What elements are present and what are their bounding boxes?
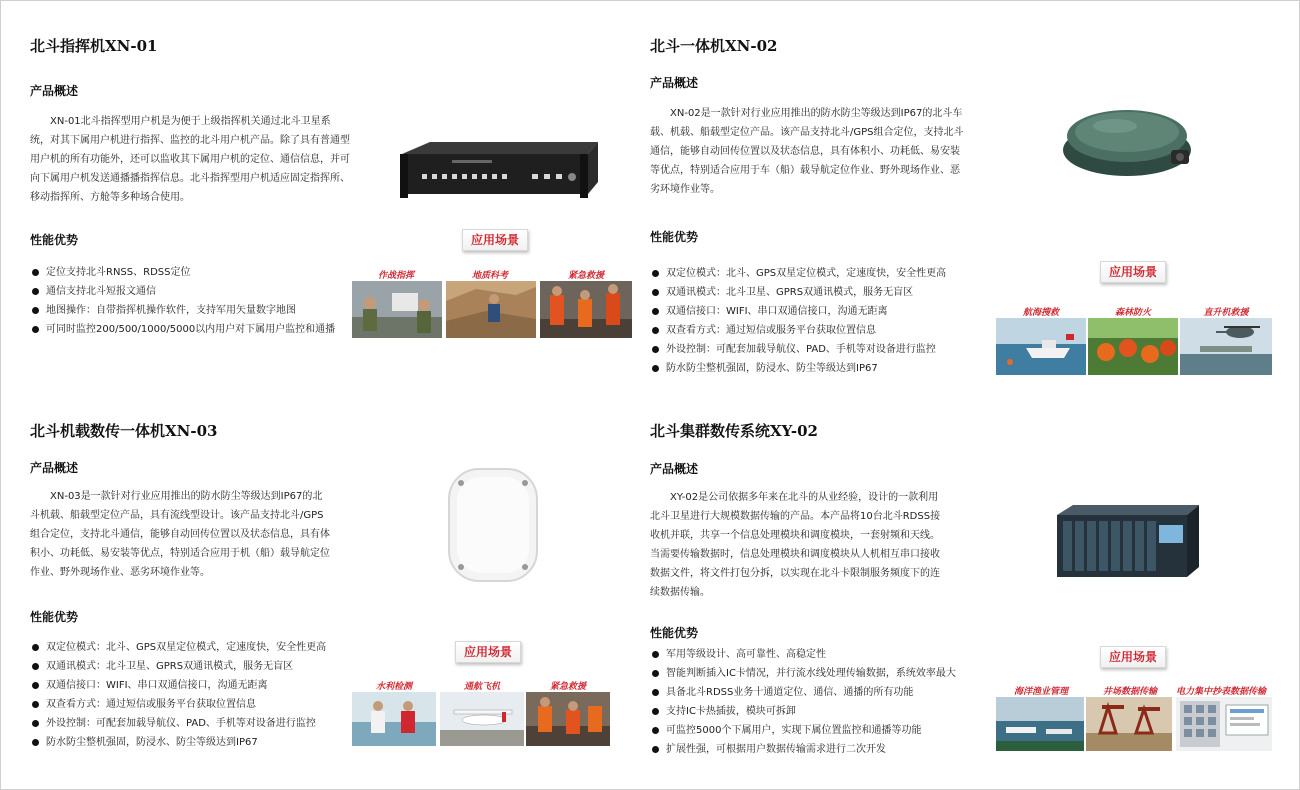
scene-photo-water-monitoring bbox=[352, 692, 436, 746]
scene-photo-forest-fire bbox=[1088, 318, 1178, 375]
feature-item: 防水防尘整机强固，防浸水、防尘等级达到IP67 bbox=[30, 733, 326, 752]
overview-heading: 产品概述 bbox=[30, 461, 79, 475]
product-title: 北斗指挥机XN-01 bbox=[30, 37, 158, 55]
scene-label: 作战指挥 bbox=[377, 271, 414, 281]
features-heading: 性能优势 bbox=[650, 230, 699, 244]
product-description: XY-02是公司依据多年来在北斗的从业经验，设计的一款利用北斗卫星进行大规模数据传输的产品。本产品将10台北斗RDSS接收机并联，共享一个信息处理模块和调度模块，一套射频和天线。当需要传输数据时，信息处理模块和调度模块从人机相互串口接收数据文件，将文件打包分拆，以实现在北斗卡限制服务频度下的连续数据传输。 bbox=[650, 492, 941, 598]
feature-item: 支持IC卡热插拔，模块可拆卸 bbox=[650, 702, 956, 721]
feature-item: 可监控5000个下属用户，实现下属位置监控和通播等功能 bbox=[650, 721, 956, 740]
scene-photo-emergency-rescue bbox=[526, 692, 610, 746]
scene-label: 直升机救援 bbox=[1203, 308, 1249, 318]
scene-label: 电力集中抄表数据传输 bbox=[1175, 687, 1266, 697]
feature-item: 双通信接口：WIFI、串口双通信接口，沟通无距离 bbox=[30, 676, 326, 695]
scene-photo-helicopter bbox=[1180, 318, 1272, 375]
application-scenarios-tag: 应用场景 bbox=[1100, 261, 1166, 283]
scene-label: 通航飞机 bbox=[463, 682, 500, 692]
scene-photo-oilfield bbox=[1086, 697, 1172, 751]
product-section-xn01 bbox=[0, 0, 640, 390]
feature-item: 智能判断插入IC卡情况，并行流水线处理传输数据，系统效率最大 bbox=[650, 664, 956, 683]
scene-label: 航海搜救 bbox=[1022, 308, 1059, 318]
features-list bbox=[30, 638, 326, 752]
product-title: 北斗集群数传系统XY-02 bbox=[650, 422, 818, 440]
scene-label: 海洋渔业管理 bbox=[1013, 687, 1068, 697]
features-heading: 性能优势 bbox=[30, 233, 79, 247]
scene-photo-geology bbox=[446, 281, 536, 338]
airborne-unit-image bbox=[443, 465, 543, 585]
scene-label: 森林防火 bbox=[1114, 308, 1151, 318]
product-section-xn02 bbox=[650, 0, 1290, 390]
product-description: XN-01北斗指挥型用户机是为便于上级指挥机关通过北斗卫星系统，对其下属用户机进行指挥、监控的北斗用户机产品。除了具有普通型用户机的所有功能外，还可以监收其下属用户机的定位、通信信息，并可向下属用户机发送通播播指挥信息。北斗指挥型用户机适应固定指挥所、移动指挥所、方舱等多种场合使用。 bbox=[30, 116, 350, 203]
feature-item: 定位支持北斗RNSS、RDSS定位 bbox=[30, 263, 335, 282]
scene-photo-rescue bbox=[540, 281, 632, 338]
scene-photo-fishery bbox=[996, 697, 1084, 751]
scene-photo-command bbox=[352, 281, 442, 338]
integrated-unit-image bbox=[1055, 102, 1205, 182]
product-title: 北斗机载数传一体机XN-03 bbox=[30, 422, 218, 440]
overview-heading: 产品概述 bbox=[650, 76, 699, 90]
cluster-system-image bbox=[1053, 503, 1203, 583]
feature-item: 通信支持北斗短报文通信 bbox=[30, 282, 335, 301]
feature-item: 扩展性强，可根据用户数据传输需求进行二次开发 bbox=[650, 740, 956, 759]
feature-item: 双查看方式：通过短信或服务平台获取位置信息 bbox=[30, 695, 326, 714]
features-heading: 性能优势 bbox=[30, 610, 79, 624]
product-section-xn03 bbox=[0, 395, 640, 785]
feature-item: 防水防尘整机强固，防浸水、防尘等级达到IP67 bbox=[650, 359, 946, 378]
scene-photo-general-aviation bbox=[440, 692, 524, 746]
feature-item: 可同时监控200/500/1000/5000以内用户对下属用户监控和通播 bbox=[30, 320, 335, 339]
feature-item: 双定位模式：北斗、GPS双星定位模式，定速度快，安全性更高 bbox=[30, 638, 326, 657]
scene-label: 井场数据传输 bbox=[1102, 687, 1157, 697]
scene-label: 紧急救援 bbox=[567, 271, 604, 281]
product-description: XN-03是一款针对行业应用推出的防水防尘等级达到IP67的北斗机载、船载型定位产品，具有流线型设计。该产品支持北斗/GPS组合定位，支持北斗通信，能够自动回传位置以及状态信息，具有体积小、功耗低、易安装等优点，特别适合应用于机（船）载导航定位作业、野外现场作业、恶劣环境作业等。 bbox=[30, 491, 330, 578]
features-heading: 性能优势 bbox=[650, 626, 699, 640]
feature-item: 双通讯模式：北斗卫星、GPRS双通讯模式，服务无盲区 bbox=[30, 657, 326, 676]
feature-item: 地图操作：自带指挥机操作软件，支持军用矢量数字地图 bbox=[30, 301, 335, 320]
overview-heading: 产品概述 bbox=[650, 462, 699, 476]
application-scenarios-tag: 应用场景 bbox=[1100, 646, 1166, 668]
feature-item: 双定位模式：北斗、GPS双星定位模式，定速度快，安全性更高 bbox=[650, 264, 946, 283]
application-scenarios-tag: 应用场景 bbox=[462, 229, 528, 251]
feature-item: 军用等级设计、高可靠性、高稳定性 bbox=[650, 645, 956, 664]
features-list bbox=[30, 263, 335, 339]
feature-item: 双通信接口：WIFI、串口双通信接口，沟通无距离 bbox=[650, 302, 946, 321]
product-section-xy02 bbox=[650, 395, 1290, 785]
feature-item: 双查看方式：通过短信或服务平台获取位置信息 bbox=[650, 321, 946, 340]
feature-item: 外设控制：可配套加载导航仪、PAD、手机等对设备进行监控 bbox=[30, 714, 326, 733]
features-list bbox=[650, 645, 956, 759]
product-description: XN-02是一款针对行业应用推出的防水防尘等级达到IP67的北斗车载、机载、船载型定位产品。该产品支持北斗/GPS组合定位，支持北斗通信，能够自动回传位置以及状态信息，具有体积小、功耗低、易安装等优点，特别适合应用于车（船）载导航定位作业、野外现场作业、恶劣环境作业等。 bbox=[650, 108, 964, 195]
feature-item: 外设控制：可配套加载导航仪、PAD、手机等对设备进行监控 bbox=[650, 340, 946, 359]
scene-label: 紧急救援 bbox=[549, 682, 586, 692]
feature-item: 具备北斗RDSS业务十通道定位、通信、通播的所有功能 bbox=[650, 683, 956, 702]
scene-photo-sea-rescue bbox=[996, 318, 1086, 375]
scene-label: 地质科考 bbox=[471, 271, 508, 281]
feature-item: 双通讯模式：北斗卫星、GPRS双通讯模式，服务无盲区 bbox=[650, 283, 946, 302]
command-unit-image bbox=[392, 140, 602, 202]
features-list bbox=[650, 264, 946, 378]
scene-label: 水利检测 bbox=[375, 682, 412, 692]
overview-heading: 产品概述 bbox=[30, 84, 79, 98]
product-title: 北斗一体机XN-02 bbox=[650, 37, 778, 55]
scene-photo-meter-reading bbox=[1176, 697, 1272, 751]
application-scenarios-tag: 应用场景 bbox=[455, 641, 521, 663]
